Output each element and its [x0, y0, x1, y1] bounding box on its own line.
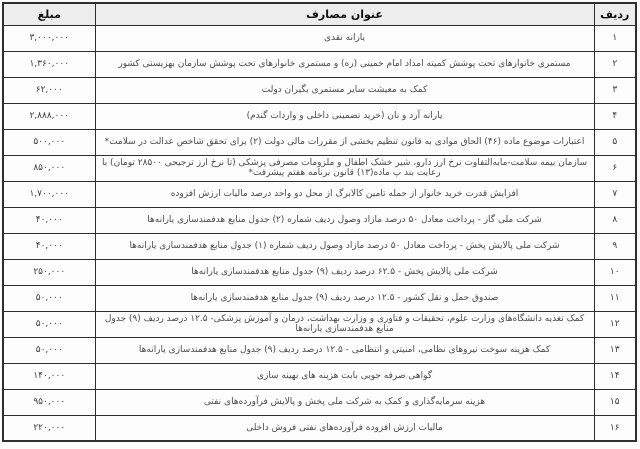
header-row [3, 3, 636, 25]
row-number-cell: ۱۴ [594, 363, 636, 389]
amount-cell: ۸۵۰,۰۰۰ [3, 155, 95, 181]
expense-title-cell: شرکت ملی پالایش پخش - پرداخت معادل ۵۰ درصد مازاد وصول ردیف شماره (۱) جدول منابع هدفمندسازی یارانه‌ها [95, 233, 594, 259]
amount-cell: ۲۵۰,۰۰۰ [3, 259, 95, 285]
subsidy-expenses-table [2, 2, 637, 442]
row-number-cell: ۶ [594, 155, 636, 181]
amount-cell: ۱۴۰,۰۰۰ [3, 363, 95, 389]
table-row [3, 129, 636, 155]
table-row [3, 285, 636, 311]
column-header-row-number: ردیف [594, 3, 636, 25]
expense-title-cell: گواهی صرفه جویی بابت هزینه های بهینه سازی [95, 363, 594, 389]
row-number-cell: ۵ [594, 129, 636, 155]
table-body [3, 25, 636, 441]
table-row [3, 259, 636, 285]
row-number-cell: ۱۶ [594, 415, 636, 441]
table-row [3, 389, 636, 415]
expense-title-cell: کمک تغذیه دانشگاه‌های وزارت علوم، تحقیقات و فناوری و وزارت بهداشت، درمان و آموزش پزشکی- ۱۲.۵ درصد ردیف (۹) جدول منابع هدفمندسازی یارانه‌ها [95, 311, 594, 337]
expense-title-cell: شرکت ملی گاز - پرداخت معادل ۵۰ درصد مازاد وصول ردیف شماره (۲) جدول منابع هدفمندسازی یارانه‌ها [95, 207, 594, 233]
row-number-cell: ۱۰ [594, 259, 636, 285]
table-row [3, 25, 636, 51]
expense-title-cell: صندوق حمل و نقل کشور - ۱۲.۵ درصد ردیف (۹) جدول منابع هدفمندسازی یارانه‌ها [95, 285, 594, 311]
amount-cell: ۵۰۰,۰۰۰ [3, 129, 95, 155]
table-row [3, 233, 636, 259]
row-number-cell: ۷ [594, 181, 636, 207]
expense-title-cell: شرکت ملی پالایش پخش - ۶۲.۵ درصد ردیف (۹) جدول منابع هدفمندسازی یارانه‌ها [95, 259, 594, 285]
row-number-cell: ۱ [594, 25, 636, 51]
table-row [3, 207, 636, 233]
table-row [3, 415, 636, 441]
column-header-expense-title: عنوان مصارف [95, 3, 594, 25]
expense-title-cell: هزینه سرمایه‌گذاری و کمک به شرکت ملی پخش و پالایش فرآورده‌های نفتی [95, 389, 594, 415]
expense-title-cell: یارانه آرد و نان (خرید تضمینی داخلی و واردات گندم) [95, 103, 594, 129]
table-row [3, 155, 636, 181]
row-number-cell: ۸ [594, 207, 636, 233]
row-number-cell: ۲ [594, 51, 636, 77]
table-row [3, 181, 636, 207]
amount-cell: ۳,۰۰۰,۰۰۰ [3, 25, 95, 51]
amount-cell: ۴۰,۰۰۰ [3, 233, 95, 259]
row-number-cell: ۱۱ [594, 285, 636, 311]
expense-title-cell: مستمری خانوارهای تحت پوشش کمیته امداد امام خمینی (ره) و مستمری خانوارهای تحت پوشش سازمان بهزیستی کشور [95, 51, 594, 77]
table-row [3, 311, 636, 337]
amount-cell: ۹۵۰,۰۰۰ [3, 389, 95, 415]
expense-title-cell: یارانه نقدی [95, 25, 594, 51]
row-number-cell: ۱۵ [594, 389, 636, 415]
amount-cell: ۵۰,۰۰۰ [3, 285, 95, 311]
table-row [3, 51, 636, 77]
amount-cell: ۶۲,۰۰۰ [3, 77, 95, 103]
table-row [3, 337, 636, 363]
amount-cell: ۲۲۰,۰۰۰ [3, 415, 95, 441]
amount-cell: ۵۰,۰۰۰ [3, 311, 95, 337]
expense-title-cell: سازمان بیمه سلامت-مابه‌التفاوت نرخ ارز دارو، شیر خشک اطفال و ملزومات مصرفی پزشکی (تا نرخ ارز ترجیحی ۲۸۵۰۰ تومان) با رعایت بند پ ماده(۱۳) قانون برنامه هفتم پیشرفت* [95, 155, 594, 181]
amount-cell: ۱,۳۶۰,۰۰۰ [3, 51, 95, 77]
expense-title-cell: کمک به معیشت سایر مستمری بگیران دولت [95, 77, 594, 103]
row-number-cell: ۳ [594, 77, 636, 103]
amount-cell: ۲,۸۸۸,۰۰۰ [3, 103, 95, 129]
row-number-cell: ۱۲ [594, 311, 636, 337]
table-row [3, 103, 636, 129]
expense-title-cell: کمک هزینه سوخت نیروهای نظامی، امنیتی و انتظامی - ۱۲.۵ درصد ردیف (۹) جدول منابع هدفمندسازی یارانه‌ها [95, 337, 594, 363]
column-header-amount: مبلغ [3, 3, 95, 25]
expense-title-cell: اعتبارات موضوع ماده (۴۶) الحاق موادی به قانون تنظیم بخشی از مقررات مالی دولت (۲) برای تحقق شاخص عدالت در سلامت* [95, 129, 594, 155]
table-row [3, 363, 636, 389]
row-number-cell: ۴ [594, 103, 636, 129]
row-number-cell: ۱۳ [594, 337, 636, 363]
expense-title-cell: افزایش قدرت خرید خانوار از جمله تامین کالابرگ از محل دو واحد درصد مالیات ارزش افزوده [95, 181, 594, 207]
table-row [3, 77, 636, 103]
amount-cell: ۱,۷۰۰,۰۰۰ [3, 181, 95, 207]
expense-title-cell: مالیات ارزش افزوده فرآورده‌های نفتی فروش داخلی [95, 415, 594, 441]
amount-cell: ۴۰,۰۰۰ [3, 207, 95, 233]
amount-cell: ۵۰,۰۰۰ [3, 337, 95, 363]
row-number-cell: ۹ [594, 233, 636, 259]
